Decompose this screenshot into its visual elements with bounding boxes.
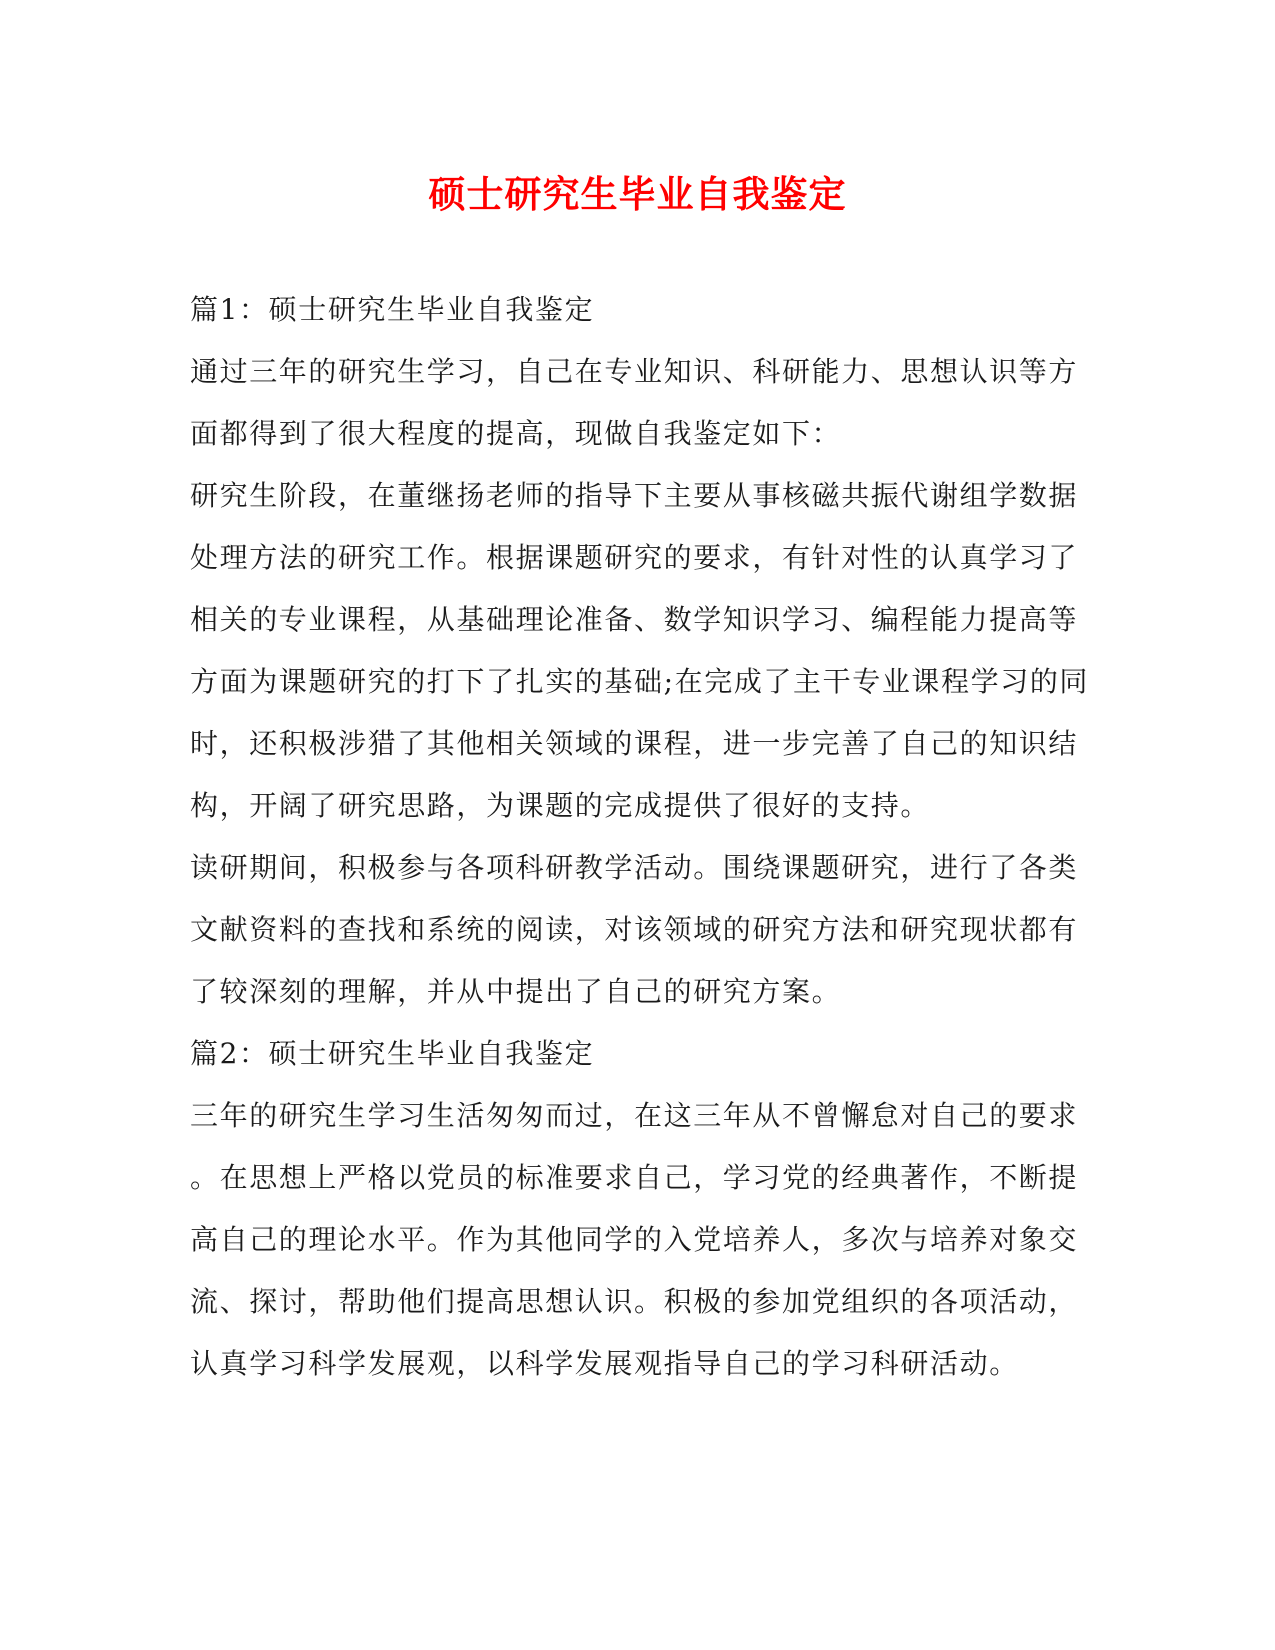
paragraph-line: 通过三年的研究生学习，自己在专业知识、科研能力、思想认识等方 — [190, 355, 1079, 388]
section-heading-2: 篇2：硕士研究生毕业自我鉴定 — [190, 1037, 595, 1070]
paragraph-line: 研究生阶段，在董继扬老师的指导下主要从事核磁共振代谢组学数据 — [190, 479, 1079, 512]
paragraph-line: 面都得到了很大程度的提高，现做自我鉴定如下： — [190, 417, 842, 450]
paragraph-line: 处理方法的研究工作。根据课题研究的要求，有针对性的认真学习了 — [190, 541, 1079, 574]
paragraph-line: 构，开阔了研究思路，为课题的完成提供了很好的支持。 — [190, 789, 931, 822]
paragraph-line: 方面为课题研究的打下了扎实的基础;在完成了主干专业课程学习的同 — [190, 665, 1090, 698]
paragraph-line: 时，还积极涉猎了其他相关领域的课程，进一步完善了自己的知识结 — [190, 727, 1079, 760]
section-heading-1: 篇1：硕士研究生毕业自我鉴定 — [190, 293, 595, 326]
paragraph-line: 文献资料的查找和系统的阅读，对该领域的研究方法和研究现状都有 — [190, 913, 1079, 946]
paragraph-line: 了较深刻的理解，并从中提出了自己的研究方案。 — [190, 975, 842, 1008]
paragraph-line: 三年的研究生学习生活匆匆而过，在这三年从不曾懈怠对自己的要求 — [190, 1099, 1079, 1132]
paragraph-line: 认真学习科学发展观，以科学发展观指导自己的学习科研活动。 — [190, 1347, 1019, 1380]
paragraph-line: 高自己的理论水平。作为其他同学的入党培养人，多次与培养对象交 — [190, 1223, 1079, 1256]
document-title: 硕士研究生毕业自我鉴定 — [428, 172, 847, 216]
paragraph-line: 读研期间，积极参与各项科研教学活动。围绕课题研究，进行了各类 — [190, 851, 1079, 884]
paragraph-line: 流、探讨，帮助他们提高思想认识。积极的参加党组织的各项活动， — [190, 1285, 1079, 1318]
paragraph-line: 。在思想上严格以党员的标准要求自己，学习党的经典著作，不断提 — [190, 1161, 1079, 1194]
paragraph-line: 相关的专业课程，从基础理论准备、数学知识学习、编程能力提高等 — [190, 603, 1079, 636]
